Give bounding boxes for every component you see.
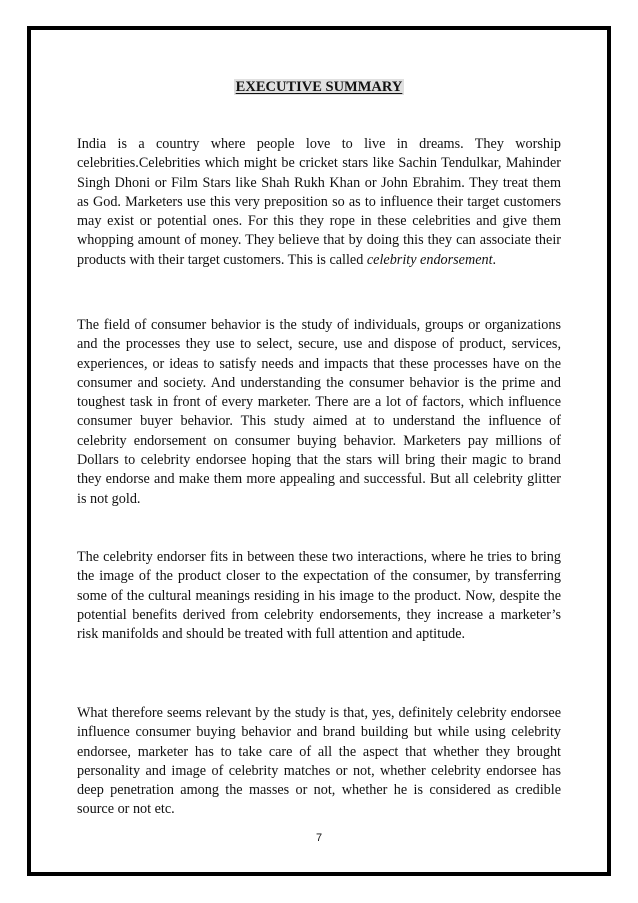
paragraph-intro-text: India is a country where people love to live in dreams. They worship celebrities.Celebrities which might be cricket stars like Sachin Tendulkar, Mahinder Singh Dhoni or Film Stars like Shah Rukh Khan or John Ebrahim. They treat them as God. Marketers use this very preposition so as to influence their target customers may exist or potential ones. For this they rope in these celebrities and give them whopping amount of money. They believe that by doing this they can associate their products with their target customers. This is called [77,136,561,268]
paragraph-intro [77,135,561,270]
page-number: 7 [315,832,323,844]
page-title-text: EXECUTIVE SUMMARY [235,79,403,95]
paragraph-consumer-behavior: The field of consumer behavior is the study of individuals, groups or organizations and the processes they use to select, secure, use and dispose of product, services, experiences, or ideas to satisfy needs and impacts that these processes have on the consumer and society. And understanding the consumer behavior is the prime and toughest task in front of every marketer. There are a lot of factors, which influence consumer buyer behavior. This study aimed at to understand the influence of celebrity endorsement on consumer buying behavior. Marketers pay millions of Dollars to celebrity endorsee hoping that the stars will bring their magic to brand they endorse and make them more appealing and successful. But all celebrity glitter is not gold. [77,317,561,507]
paragraph-celebrity-endorser: The celebrity endorser fits in between these two interactions, where he tries to bring the image of the product closer to the expectation of the consumer, by transferring some of the cultural meanings residing in his image to the product. Now, despite the potential benefits derived from celebrity endorsements, they increase a marketer’s risk manifolds and should be treated with full attention and aptitude. [77,549,561,643]
page-title [0,76,638,98]
paragraph-conclusion: What therefore seems relevant by the study is that, yes, definitely celebrity endorsee influence consumer buying behavior and brand building but while using celebrity endorsee, marketer has to take care of all the aspect that whether they brought personality and image of celebrity matches or not, whether celebrity endorsee has deep penetration among the masses or not, whether he is considered as credible source or not etc. [77,705,561,818]
paragraph-intro-emphasis: celebrity endorsement [366,251,493,268]
paragraph-intro-end: . [492,251,497,268]
